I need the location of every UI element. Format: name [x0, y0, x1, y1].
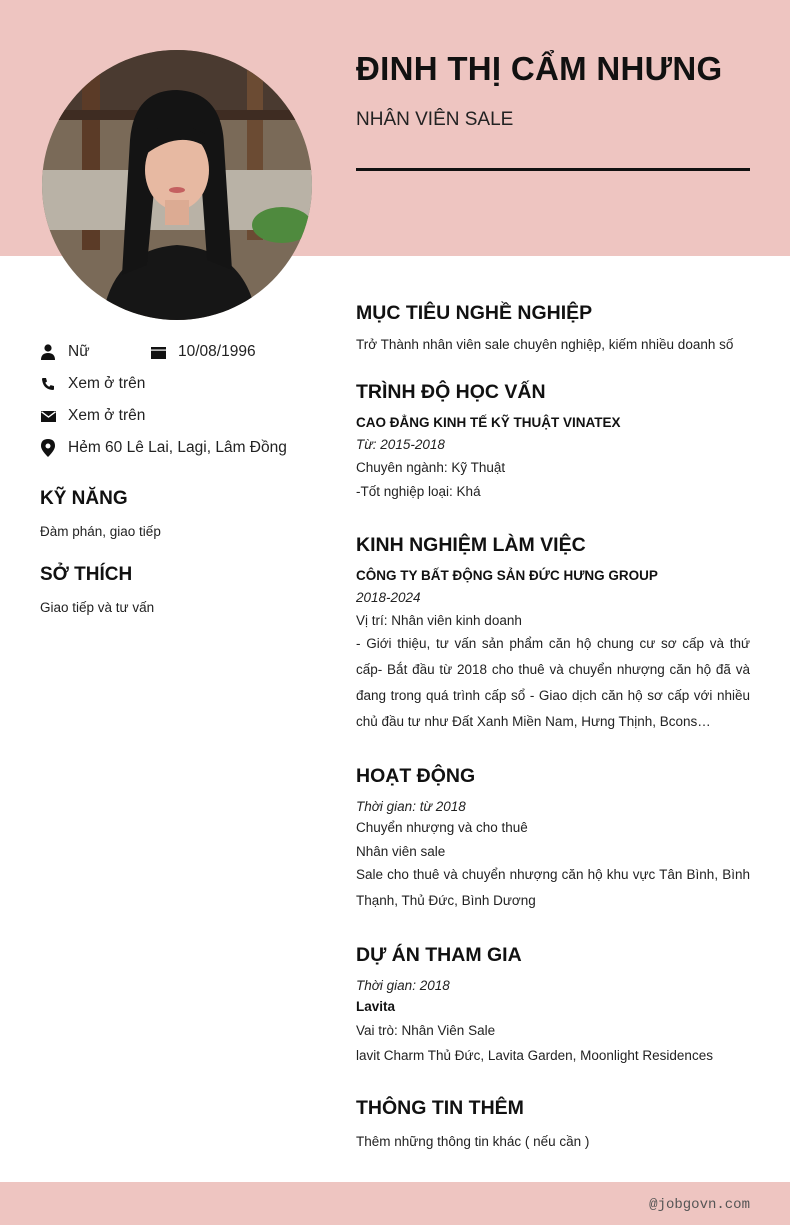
experience-description: - Giới thiệu, tư vấn sản phẩm căn hộ chung cư sơ cấp và thứ cấp- Bắt đầu từ 2018 cho thuê và chuyển nhượng căn hộ đã và đang trong quá trình cấp sổ - Giao dịch căn hộ sơ cấp với nhiều chủ đầu tư như Đất Xanh Miền Nam, Hưng Thịnh, Bcons…	[356, 636, 750, 729]
education-school: CAO ĐẲNG KINH TẾ KỸ THUẬT VINATEX	[356, 415, 621, 430]
projects-description: lavit Charm Thủ Đức, Lavita Garden, Moonlight Residences	[356, 1048, 713, 1063]
projects-heading: DỰ ÁN THAM GIA	[356, 944, 522, 966]
email-icon	[40, 408, 56, 424]
activities-title: Chuyển nhượng và cho thuê	[356, 820, 528, 835]
objective-text: Trở Thành nhân viên sale chuyên nghiệp, kiếm nhiều doanh số	[356, 337, 734, 352]
address-value: Hẻm 60 Lê Lai, Lagi, Lâm Đồng	[68, 439, 287, 456]
hobbies-text: Giao tiếp và tư vấn	[40, 600, 155, 615]
skills-text: Đàm phán, giao tiếp	[40, 524, 161, 539]
extra-section	[356, 1097, 750, 1149]
person-icon	[40, 344, 56, 360]
experience-heading: KINH NGHIỆM LÀM VIỆC	[356, 534, 586, 556]
phone-value[interactable]: Xem ở trên	[68, 375, 146, 392]
extra-heading: THÔNG TIN THÊM	[356, 1097, 524, 1119]
objective-heading: MỤC TIÊU NGHỀ NGHIỆP	[356, 302, 593, 324]
email-row	[40, 407, 145, 425]
location-pin-icon	[40, 440, 56, 456]
activities-period: Thời gian: từ 2018	[356, 799, 466, 814]
candidate-role: NHÂN VIÊN SALE	[356, 109, 514, 130]
projects-role: Vai trò: Nhân Viên Sale	[356, 1023, 496, 1038]
gender-row	[40, 343, 90, 361]
activities-description: Sale cho thuê và chuyển nhượng căn hộ khu vực Tân Bình, Bình Thạnh, Thủ Đức, Bình Dương	[356, 867, 750, 908]
education-period: Từ: 2015-2018	[356, 437, 445, 452]
projects-name: Lavita	[356, 999, 396, 1014]
education-major: Chuyên ngành: Kỹ Thuật	[356, 460, 506, 475]
experience-company: CÔNG TY BẤT ĐỘNG SẢN ĐỨC HƯNG GROUP	[356, 568, 658, 583]
phone-icon	[40, 376, 56, 392]
email-value[interactable]: Xem ở trên	[68, 407, 146, 424]
projects-period: Thời gian: 2018	[356, 978, 450, 993]
activities-section	[356, 765, 750, 914]
skills-heading: KỸ NĂNG	[40, 488, 128, 509]
profile-photo	[42, 50, 312, 320]
birthdate-value: 10/08/1996	[178, 343, 256, 360]
education-heading: TRÌNH ĐỘ HỌC VẤN	[356, 381, 546, 403]
hobbies-heading: SỞ THÍCH	[40, 564, 133, 585]
objective-section	[356, 302, 750, 352]
experience-period: 2018-2024	[356, 590, 421, 605]
candidate-name: ĐINH THỊ CẨM NHƯNG	[356, 50, 723, 87]
education-grade: -Tốt nghiệp loại: Khá	[356, 484, 481, 499]
header-divider	[356, 168, 750, 171]
gender-value: Nữ	[68, 343, 90, 360]
experience-section	[356, 534, 750, 735]
address-row	[40, 439, 287, 457]
projects-section	[356, 944, 750, 1063]
phone-row	[40, 375, 145, 393]
education-section	[356, 381, 750, 499]
birthdate-row	[150, 343, 256, 361]
activities-heading: HOẠT ĐỘNG	[356, 765, 476, 787]
experience-position: Vị trí: Nhân viên kinh doanh	[356, 613, 522, 628]
calendar-icon	[150, 344, 166, 360]
activities-role: Nhân viên sale	[356, 844, 446, 859]
footer-watermark: @jobgovn.com	[649, 1197, 750, 1213]
extra-text: Thêm những thông tin khác ( nếu cần )	[356, 1134, 590, 1149]
